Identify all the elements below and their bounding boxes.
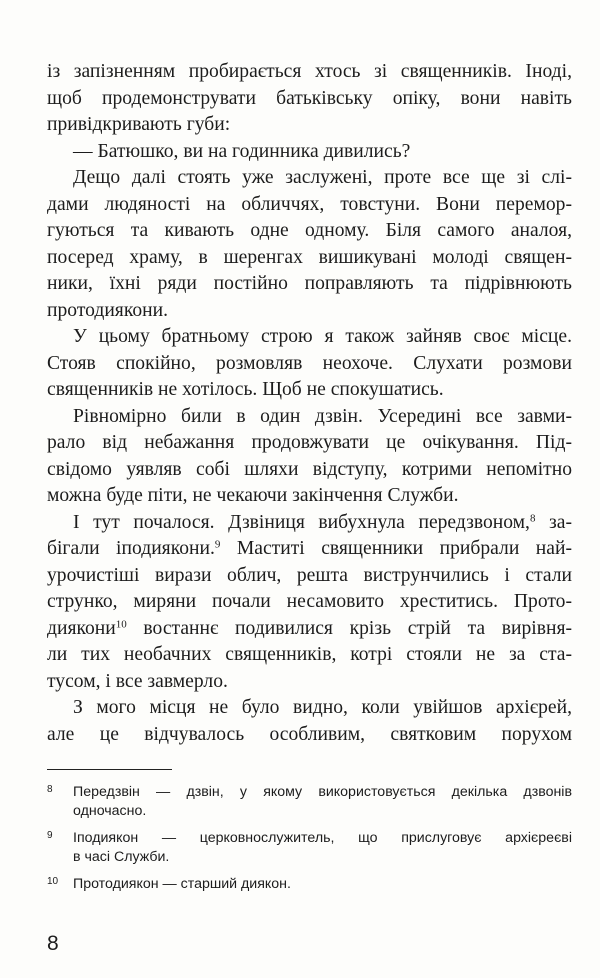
text-line — [47, 377, 572, 404]
text-line — [47, 669, 572, 696]
text-span: Рівномірно били в один дзвін. Усередині все завми- — [73, 405, 572, 427]
text-line — [47, 86, 572, 113]
text-span: диякони — [47, 617, 116, 639]
footnote-ref: 8 — [529, 511, 536, 524]
text-line — [47, 271, 572, 298]
text-span: У цьому братньому строю я також зайняв своє місце. — [73, 326, 572, 347]
footnotes — [47, 783, 572, 902]
text-span: ли тих необачних священників, котрі стояли не за ста- — [47, 644, 572, 665]
footnote-text: Іподиякон — церковнослужитель, що прислуговує архієреєві — [73, 830, 572, 846]
footnote — [47, 829, 572, 867]
text-line — [47, 324, 572, 351]
text-line — [47, 510, 572, 537]
footnote-text: одночасно. — [73, 803, 147, 819]
text-span: струнко, миряни почали несамовито хреститись. Прото- — [47, 591, 572, 612]
footnote-ref: 9 — [214, 538, 221, 551]
text-span: протодиякони. — [47, 299, 169, 321]
text-span: Дещо далі стоять уже заслужені, проте все ще зі слі- — [73, 167, 572, 188]
text-line — [47, 192, 572, 219]
text-span: рало від небажання продовжувати це очікування. Під- — [47, 432, 572, 453]
text-line — [47, 483, 572, 510]
text-line — [47, 351, 572, 378]
text-span: Маститі священники прибрали най- — [220, 538, 572, 559]
footnote-ref: 10 — [115, 617, 127, 630]
footnote-number: 8 — [47, 784, 53, 795]
text-span: із запізненням пробирається хтось зі священників. Іноді, — [47, 61, 572, 82]
body-text — [47, 59, 572, 748]
text-span: — Батюшко, ви на годинника дивились? — [73, 140, 411, 162]
footnote-text: Протодиякон — старший диякон. — [73, 876, 291, 892]
text-span: гуються та кивають одне одному. Біля самого аналоя, — [47, 220, 572, 241]
text-span: Стояв спокійно, розмовляв неохоче. Слухати розмови — [47, 352, 572, 374]
text-span: свідомо уявляв собі шляхи відступу, котрими непомітно — [47, 458, 572, 480]
footnote-number: 10 — [47, 876, 59, 887]
page-number: 8 — [47, 932, 59, 955]
text-line — [47, 722, 572, 749]
text-line — [47, 536, 572, 563]
text-line — [47, 457, 572, 484]
text-line — [47, 695, 572, 722]
text-span: З мого місця не було видно, коли увійшов архієрей, — [73, 697, 572, 718]
text-line — [47, 59, 572, 86]
text-span: можна буде піти, не чекаючи закінчення Служби. — [47, 485, 459, 506]
text-line — [47, 112, 572, 139]
footnote-text: в часі Служби. — [73, 849, 170, 865]
text-line — [47, 563, 572, 590]
text-span: тусом, і все завмерло. — [47, 670, 228, 692]
text-span: бігали іподиякони. — [47, 538, 215, 559]
text-span: І тут почалося. Дзвіниця вибухнула передзвоном, — [73, 511, 530, 533]
text-span: але це відчувалось особливим, святковим порухом — [47, 723, 572, 745]
text-span: посеред храму, в шеренгах вишикувані молоді священ- — [47, 246, 572, 268]
text-line — [47, 139, 572, 166]
text-line — [47, 165, 572, 192]
footnote-divider — [47, 769, 172, 770]
text-span: востаннє подивилися крізь стрій та вирівня- — [126, 617, 572, 639]
text-span: за- — [535, 511, 572, 533]
text-line — [47, 589, 572, 616]
text-line — [47, 298, 572, 325]
text-span: урочистіші вирази облич, решта виструнчились і стали — [47, 564, 572, 586]
text-span: привідкривають губи: — [47, 114, 231, 135]
text-line — [47, 642, 572, 669]
text-line — [47, 218, 572, 245]
footnote — [47, 875, 572, 894]
text-line — [47, 430, 572, 457]
footnote — [47, 783, 572, 821]
footnote-text: Передзвін — дзвін, у якому використовується декілька дзвонів — [73, 784, 572, 800]
text-line — [47, 245, 572, 272]
text-span: дами людяності на обличчях, товстуни. Вони перемор- — [47, 193, 572, 215]
text-span: священників не хотілось. Щоб не спокушатись. — [47, 379, 444, 400]
text-line — [47, 616, 572, 643]
text-span: ники, їхні ряди постійно поправляють та підрівнюють — [47, 273, 572, 294]
text-line — [47, 404, 572, 431]
text-span: щоб продемонструвати батьківську опіку, вони навіть — [47, 87, 572, 109]
footnote-number: 9 — [47, 830, 53, 841]
